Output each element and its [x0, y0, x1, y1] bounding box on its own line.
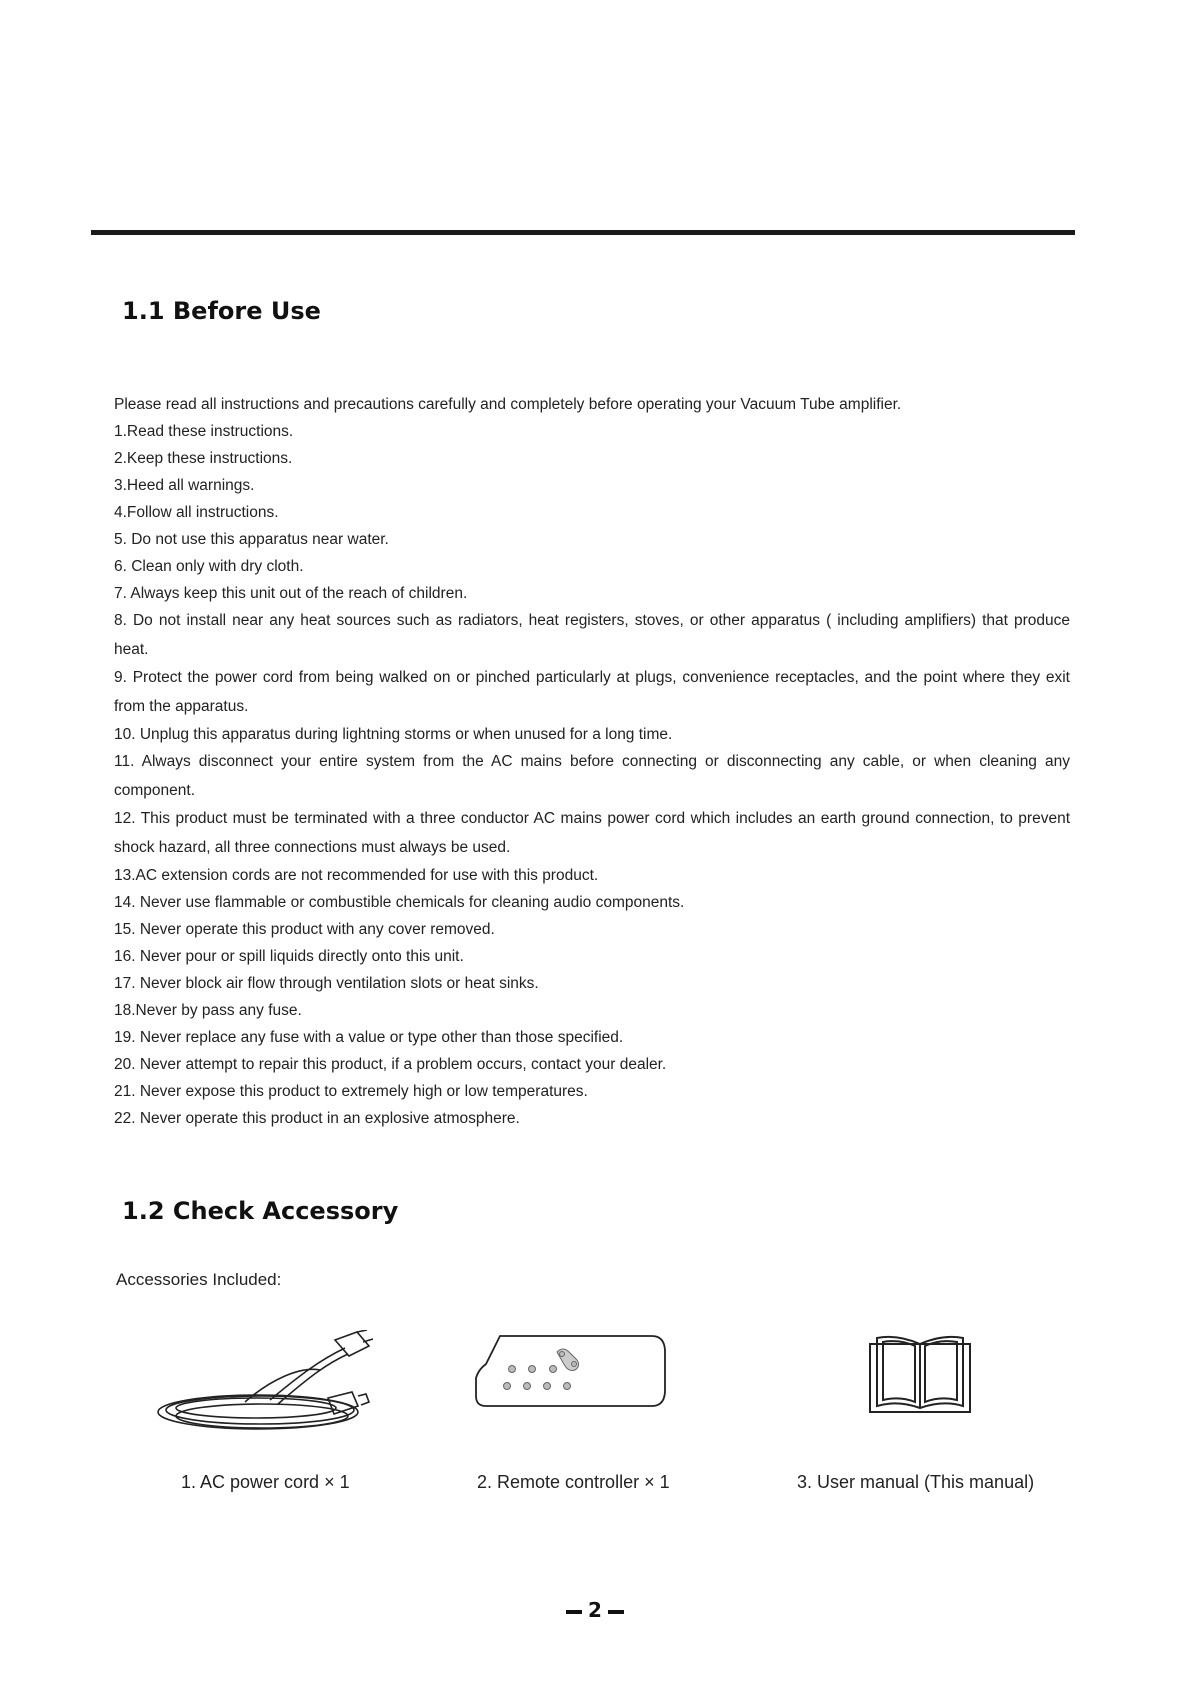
instruction-item: 9. Protect the power cord from being walked on or pinched particularly at plugs, convenience receptacles, and the point where they exit from the apparatus. — [114, 669, 1070, 715]
instructions-text — [114, 391, 1070, 1132]
instruction-item: 5. Do not use this apparatus near water. — [114, 531, 389, 548]
open-book-icon — [865, 1330, 975, 1416]
instruction-item: 22. Never operate this product in an explosive atmosphere. — [114, 1110, 520, 1127]
dash-right — [608, 1610, 624, 1614]
instruction-item: 21. Never expose this product to extremely high or low temperatures. — [114, 1083, 588, 1100]
instruction-item: 11. Always disconnect your entire system from the AC mains before connecting or disconnecting any cable, or when cleaning any component. — [114, 753, 1070, 799]
instruction-item: 16. Never pour or spill liquids directly onto this unit. — [114, 948, 464, 965]
instruction-item: 12. This product must be terminated with a three conductor AC mains power cord which includes an earth ground connection, to prevent shock hazard, all three connections must always be used. — [114, 810, 1070, 856]
accessory-caption: 2. Remote controller × 1 — [477, 1472, 670, 1492]
accessory-caption: 3. User manual (This manual) — [797, 1472, 1035, 1492]
instruction-item: 6. Clean only with dry cloth. — [114, 558, 304, 575]
section-title-check-accessory: 1.2 Check Accessory — [122, 1197, 399, 1225]
instruction-item: 17. Never block air flow through ventilation slots or heat sinks. — [114, 975, 539, 992]
page-number-value: 2 — [588, 1598, 602, 1622]
instruction-item: 19. Never replace any fuse with a value or type other than those specified. — [114, 1029, 624, 1046]
accessories-intro: Accessories Included: — [116, 1270, 282, 1289]
accessory-remote-controller — [420, 1330, 720, 1410]
instruction-item: 7. Always keep this unit out of the reach of children. — [114, 585, 468, 602]
instruction-item: 14. Never use flammable or combustible chemicals for cleaning audio components. — [114, 894, 685, 911]
page-number — [0, 1598, 1190, 1622]
dash-left — [566, 1610, 582, 1614]
top-rule — [91, 230, 1075, 235]
accessory-user-manual — [770, 1330, 1070, 1416]
section-title-before-use: 1.1 Before Use — [122, 297, 321, 325]
instruction-item: 10. Unplug this apparatus during lightning storms or when unused for a long time. — [114, 726, 673, 743]
instruction-item: 15. Never operate this product with any cover removed. — [114, 921, 495, 938]
instruction-item: 18.Never by pass any fuse. — [114, 1002, 302, 1019]
instruction-item: 2.Keep these instructions. — [114, 450, 293, 467]
instruction-item: 20. Never attempt to repair this product, if a problem occurs, contact your dealer. — [114, 1056, 667, 1073]
accessory-caption: 1. AC power cord × 1 — [181, 1472, 350, 1492]
instructions-intro: Please read all instructions and precautions carefully and completely before operating your Vacuum Tube amplifier. — [114, 396, 902, 413]
remote-controller-icon — [470, 1330, 670, 1410]
instruction-item: 8. Do not install near any heat sources such as radiators, heat registers, stoves, or other apparatus ( including amplifiers) that produce heat. — [114, 612, 1070, 658]
instruction-item: 1.Read these instructions. — [114, 423, 294, 440]
instruction-item: 3.Heed all warnings. — [114, 477, 255, 494]
instruction-item: 4.Follow all instructions. — [114, 504, 279, 521]
power-cord-icon — [150, 1330, 380, 1442]
accessory-power-cord — [115, 1330, 415, 1442]
instruction-item: 13.AC extension cords are not recommended for use with this product. — [114, 867, 599, 884]
